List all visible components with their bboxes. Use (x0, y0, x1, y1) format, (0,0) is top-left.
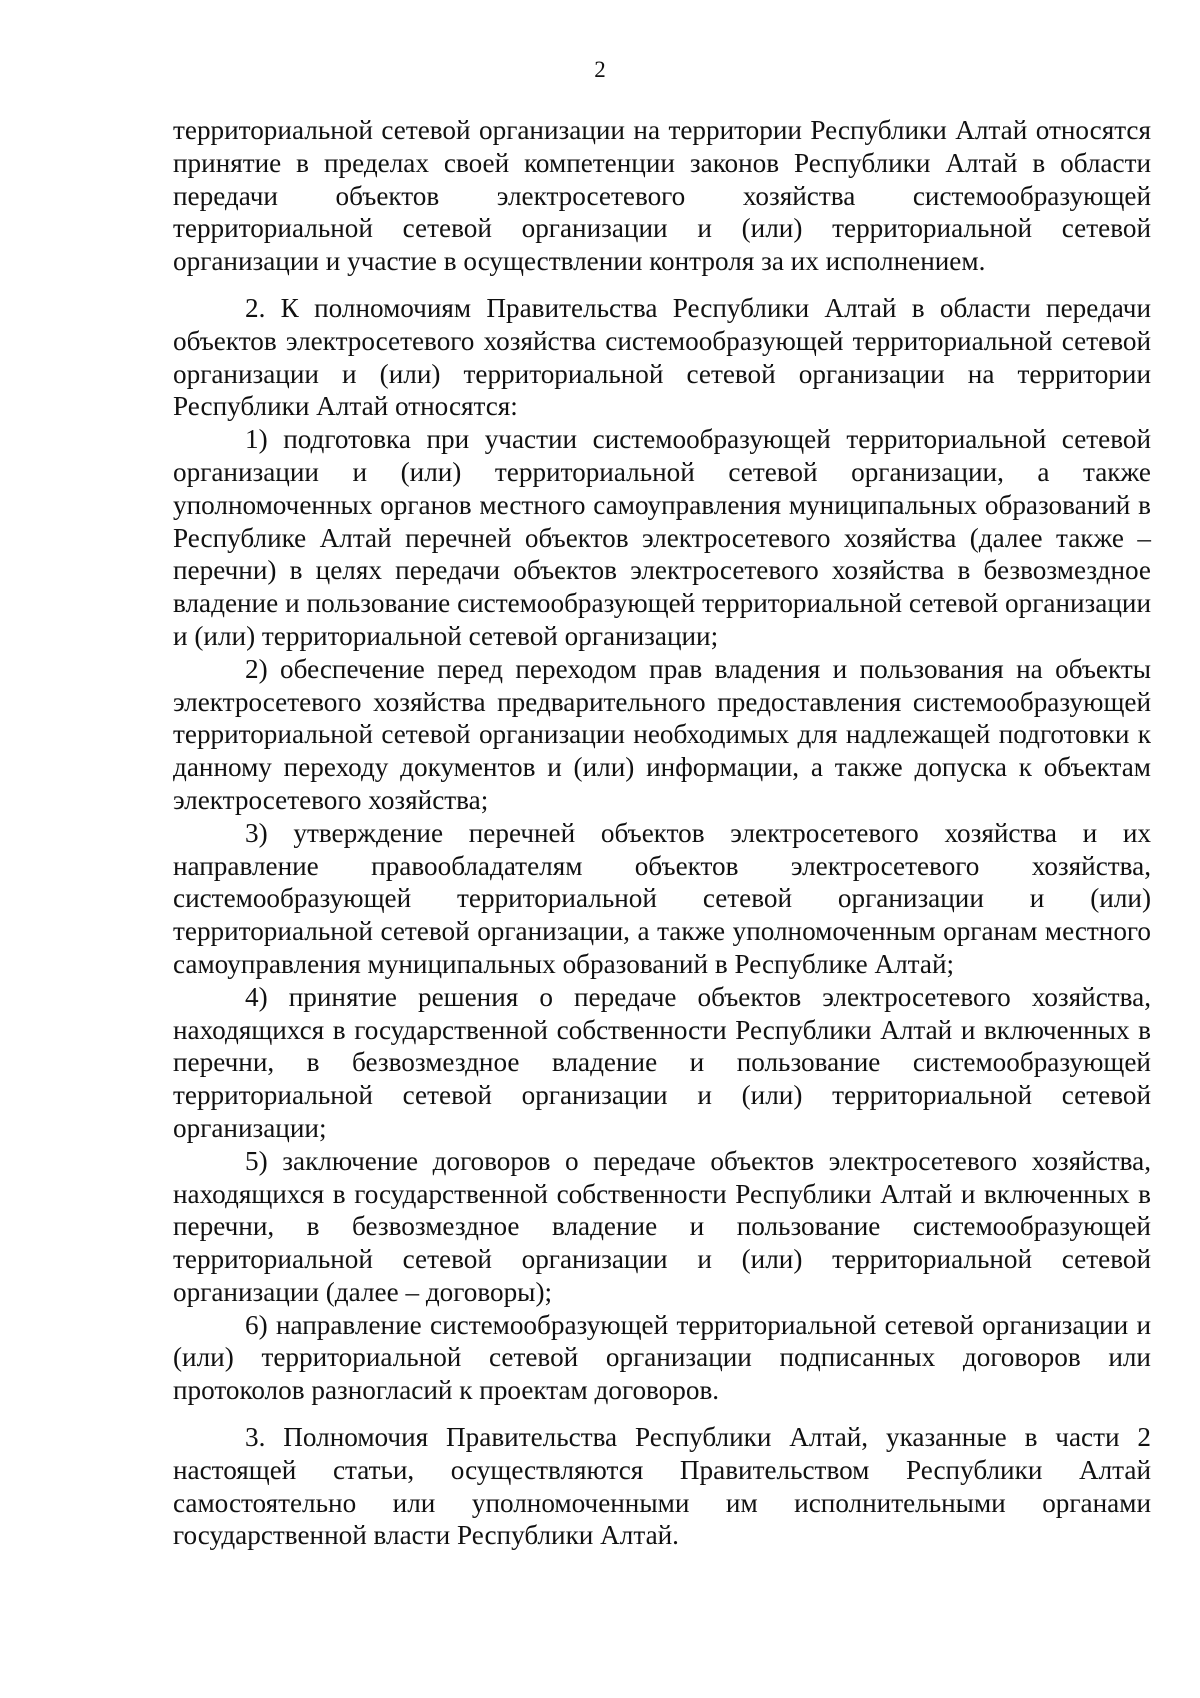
list-item-2: 2) обеспечение перед переходом прав владения и пользования на объекты электросетевого хозяйства предварительного предоставления системообразующей территориальной сетевой организации необходимых для надлежащей подготовки к данному переходу документов и (или) информации, а также допуска к объектам электросетевого хозяйства; (173, 653, 1151, 815)
paragraph-part-2: 2. К полномочиям Правительства Республики Алтай в области передачи объектов электросетевого хозяйства системообразующей территориальной сетевой организации и (или) территориальной сетевой организации на территории Республики Алтай относятся: (173, 292, 1151, 422)
list-item-3: 3) утверждение перечней объектов электросетевого хозяйства и их направление правообладателям объектов электросетевого хозяйства, системообразующей территориальной сетевой организации и (или) территориальной сетевой организации, а также уполномоченным органам местного самоуправления муниципальных образований в Республике Алтай; (173, 817, 1151, 979)
paragraph-continuation: территориальной сетевой организации на территории Республики Алтай относятся принятие в пределах своей компетенции законов Республики Алтай в области передачи объектов электросетевого хозяйства системообразующей территориальной сетевой организации и (или) территориальной сетевой организации и участие в осуществлении контроля за их исполнением. (173, 115, 1151, 277)
list-item-6: 6) направление системообразующей территориальной сетевой организации и (или) территориальной сетевой организации подписанных договоров или протоколов разногласий к проектам договоров. (173, 1309, 1151, 1406)
page-number: 2 (594, 57, 606, 82)
list-item-1: 1) подготовка при участии системообразующей территориальной сетевой организации и (или) территориальной сетевой организации, а также уполномоченных органов местного самоуправления муниципальных образований в Республике Алтай перечней объектов электросетевого хозяйства (далее также – перечни) в целях передачи объектов электросетевого хозяйства в безвозмездное владение и пользование системообразующей территориальной сетевой организации и (или) территориальной сетевой организации; (173, 424, 1151, 651)
document-body (173, 114, 1151, 1552)
list-item-4: 4) принятие решения о передаче объектов электросетевого хозяйства, находящихся в государственной собственности Республики Алтай и включенных в перечни, в безвозмездное владение и пользование системообразующей территориальной сетевой организации и (или) территориальной сетевой организации; (173, 981, 1151, 1143)
list-item-5: 5) заключение договоров о передаче объектов электросетевого хозяйства, находящихся в государственной собственности Республики Алтай и включенных в перечни, в безвозмездное владение и пользование системообразующей территориальной сетевой организации и (или) территориальной сетевой организации (далее – договоры); (173, 1145, 1151, 1307)
paragraph-part-3: 3. Полномочия Правительства Республики Алтай, указанные в части 2 настоящей статьи, осуществляются Правительством Республики Алтай самостоятельно или уполномоченными им исполнительными органами государственной власти Республики Алтай. (173, 1422, 1151, 1551)
